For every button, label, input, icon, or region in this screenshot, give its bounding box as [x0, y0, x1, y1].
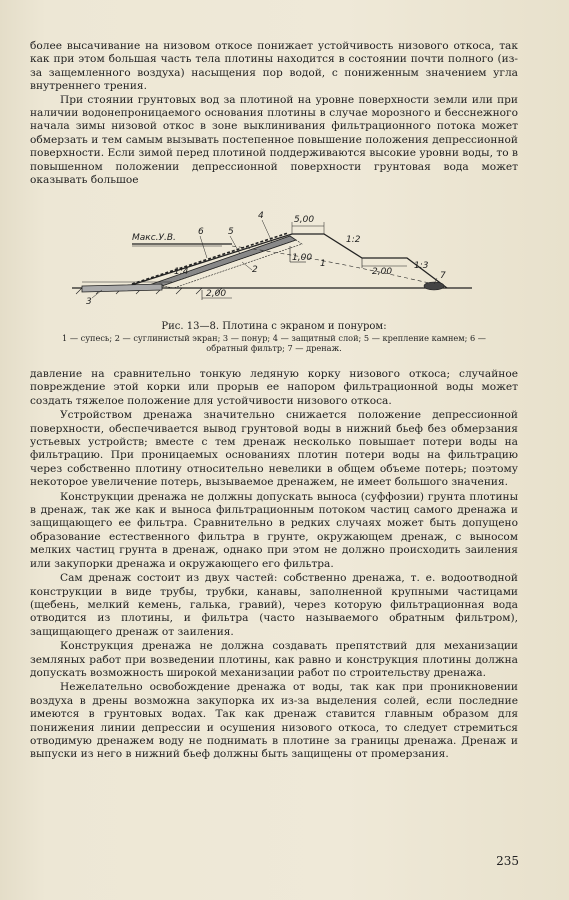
paragraph: Конструкция дренажа не должна создавать препятствий для механизации земляных работ при возведении плотины, как равно и конструкция плотины должна допускать возможность широкой механизации работ по строительству дренажа.: [30, 640, 518, 679]
text-block-bottom: [30, 368, 518, 762]
blanket: [82, 284, 162, 292]
paragraph: Сам дренаж состоит из двух частей: собственно дренажа, т. е. водоотводной конструкции в виде трубы, трубки, канавы, заполненной крупными частицами (щебень, мелкий кемень, галька, гравий), через которую фильтрационная вода отводится из плотины, и фильтра (часто называемого обратным фильтром), защищающего дренаж от заиления.: [30, 572, 518, 638]
paragraph: Конструкции дренажа не должны допускать выноса (суффозии) грунта плотины в дренаж, так же как и выноса фильтрационным потоком частиц самого дренажа и защищающего ее фильтра. Сравнительно в редких случаях может быть допущено образование естественного фильтра в грунте, окружающем дренаж, с выносом мелких частиц грунта в дренаж, однако при этом не должно происходить заиления или закупорки дренажа и окружающего его фильтра.: [30, 490, 518, 570]
label-3: 3: [86, 297, 92, 307]
label-1: 1: [320, 259, 326, 269]
label-5: 5: [228, 227, 234, 237]
paragraph: давление на сравнительно тонкую ледяную корку низового откоса; случайное повреждение этой корки или прорыв ее напором фильтрационной воды может создать тяжелое положение для устойчивости низового откоса.: [30, 368, 518, 407]
dim-100: 1,00: [292, 253, 313, 263]
label-4: 4: [258, 211, 264, 221]
text-block-top: [30, 40, 518, 187]
depression-line: [232, 246, 442, 286]
dim-200-lower: 2,00: [206, 289, 227, 299]
slope-1-4: 1:4: [174, 267, 189, 277]
page-number: 235: [496, 854, 519, 868]
paragraph: Устройством дренажа значительно снижается положение депрессионной поверхности, обеспечивается вывод грунтовой воды в нижний бьеф без обмерзания устьевых устройств; вместе с тем дренаж несколько повышает потери воды на фильтрацию. При проницаемых основаниях плотин потери воды на фильтрацию через собственно плотину относительно невелики в общем объеме потерь; поэтому некоторое увеличение потерь, вызываемое дренажем, не имеет большого значения.: [30, 409, 518, 489]
max-level-label: Макс.У.В.: [132, 233, 176, 243]
crest-dimension: 5,00: [294, 215, 315, 225]
caption-title: Рис. 13—8. Плотина с экраном и понуром:: [161, 321, 387, 332]
paragraph: Нежелательно освобождение дренажа от воды, так как при проникновении воздуха в дрены возможна закупорка их из-за выделения солей, если последние имеются в грунтовых водах. Так как дренаж ставится главным образом для понижения линии депрессии и осушения низового откоса, то следует стремиться отводимую дренажем воду не поднимать в плотине за границы дренажа. Дренаж и выпуски из него в нижний бьеф должны быть защищены от промерзания.: [30, 681, 518, 761]
label-2: 2: [252, 265, 258, 275]
figure-caption: [30, 320, 518, 353]
paragraph: При стоянии грунтовых вод за плотиной на уровне поверхности земли или при наличии водонепроницаемого основания плотины в случае морозного и бесснежного начала зимы низовой откос в зоне выклинивания фильтрационного потока может обмерзать и тем самым вызывать постепенное повышение положения депрессионной поверхности. Если зимой перед плотиной поддерживаются высокие уровни воды, то в повышенном положении депрессионной поверхности грунтовая вода может оказывать большое: [30, 93, 518, 187]
dam-cross-section-diagram: [62, 206, 482, 316]
label-7: 7: [440, 271, 446, 281]
paragraph: более высачивание на низовом откосе понижает устойчивость низового откоса, так как при этом большая часть тела плотины находится в состоянии почти полного (из-за защемленного воздуха) насыщения пор водой, с пониженным значением угла внутреннего трения.: [30, 40, 518, 93]
slope-1-2: 1:2: [346, 235, 361, 245]
dim-200-right: 2,00: [372, 267, 393, 277]
label-6: 6: [198, 227, 204, 237]
dam-figure: [62, 206, 482, 316]
caption-legend: 1 — супесь; 2 — суглинистый экран; 3 — понур; 4 — защитный слой; 5 — крепление камнем; 6 — обратный фильтр; 7 — дренаж.: [62, 333, 486, 353]
drain: [424, 282, 444, 290]
slope-1-3: 1:3: [414, 261, 429, 271]
